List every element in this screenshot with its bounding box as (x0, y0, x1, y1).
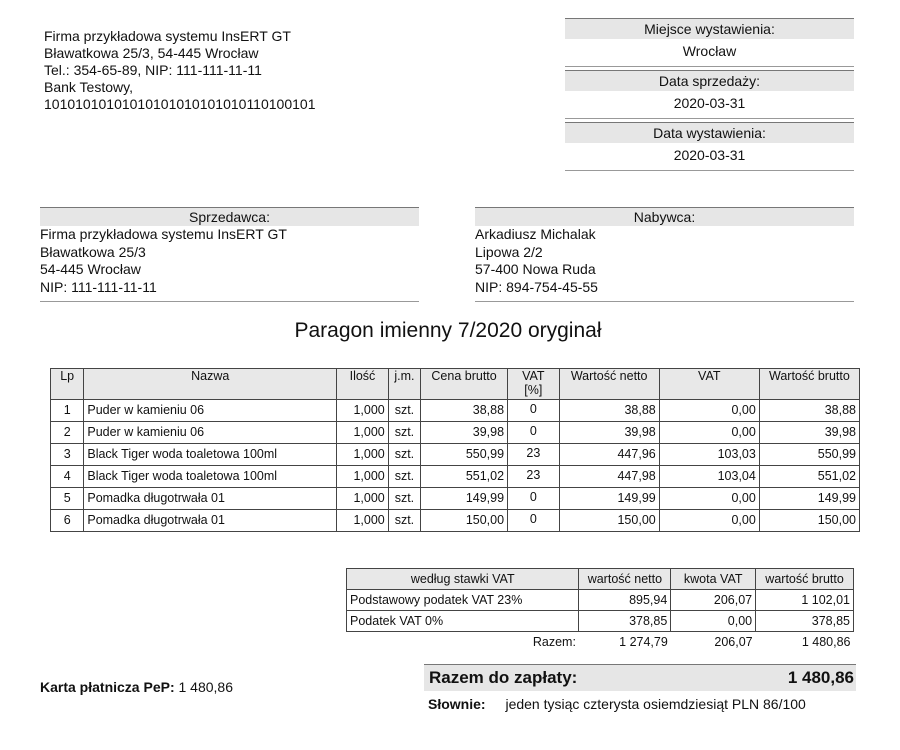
vat-col-gross: wartość brutto (756, 569, 854, 590)
row-qty: 1,000 (337, 444, 389, 466)
seller-city: 54-445 Wrocław (40, 261, 141, 277)
amount-due-label: Razem do zapłaty: (429, 668, 578, 687)
buyer-block (475, 207, 854, 302)
items-table (50, 368, 860, 532)
vat-row-rate: Podatek VAT 0% (347, 611, 579, 632)
card-payment-amount: 1 480,86 (178, 679, 233, 695)
table-row (347, 611, 854, 632)
row-lp: 1 (51, 400, 84, 422)
buyer-name: Arkadiusz Michalak (475, 226, 596, 242)
company-address: Bławatkowa 25/3, 54-445 Wrocław (44, 45, 259, 61)
company-name: Firma przykładowa systemu InsERT GT (44, 28, 291, 44)
seller-name: Firma przykładowa systemu InsERT GT (40, 226, 287, 242)
vat-summary-table (346, 568, 854, 652)
vat-row-net: 378,85 (579, 611, 671, 632)
items-header-row (51, 369, 860, 400)
row-lp: 5 (51, 488, 84, 510)
buyer-city: 57-400 Nowa Ruda (475, 261, 596, 277)
row-name: Black Tiger woda toaletowa 100ml (84, 466, 337, 488)
buyer-street: Lipowa 2/2 (475, 243, 543, 260)
vat-col-rate: według stawki VAT (347, 569, 579, 590)
row-gross: 150,00 (759, 510, 859, 532)
vat-row-vat: 0,00 (671, 611, 756, 632)
row-lp: 3 (51, 444, 84, 466)
row-price: 150,00 (421, 510, 508, 532)
seller-block (40, 207, 419, 302)
col-unit: j.m. (388, 369, 420, 400)
col-net-value: Wartość netto (559, 369, 659, 400)
table-row (51, 444, 860, 466)
issue-date-label: Data wystawienia: (565, 122, 854, 143)
row-name: Pomadka długotrwała 01 (84, 510, 337, 532)
row-name: Puder w kamieniu 06 (84, 400, 337, 422)
company-bank: Bank Testowy, (44, 79, 133, 95)
document-title: Paragon imienny 7/2020 oryginał (294, 319, 602, 342)
document-meta (565, 18, 854, 174)
card-payment (40, 679, 233, 695)
seller-nip: NIP: 111-111-11-11 (40, 278, 157, 295)
place-label: Miejsce wystawienia: (565, 18, 854, 39)
row-price: 551,02 (421, 466, 508, 488)
row-net: 38,88 (559, 400, 659, 422)
row-lp: 6 (51, 510, 84, 532)
table-row (51, 466, 860, 488)
vat-row-gross: 378,85 (756, 611, 854, 632)
row-qty: 1,000 (337, 422, 389, 444)
row-price: 149,99 (421, 488, 508, 510)
row-name: Pomadka długotrwała 01 (84, 488, 337, 510)
sale-date-label: Data sprzedaży: (565, 70, 854, 91)
buyer-nip: NIP: 894-754-45-55 (475, 278, 598, 295)
seller-street: Bławatkowa 25/3 (40, 243, 146, 260)
row-unit: szt. (388, 444, 420, 466)
col-lp: Lp (51, 369, 84, 400)
amount-due (424, 664, 856, 691)
row-vat: 103,04 (659, 466, 759, 488)
sale-date-value: 2020-03-31 (565, 91, 854, 119)
row-vat: 0,00 (659, 488, 759, 510)
row-lp: 2 (51, 422, 84, 444)
col-vat-rate-unit: [%] (524, 383, 543, 397)
vat-summary-body (347, 590, 854, 632)
row-gross: 38,88 (759, 400, 859, 422)
row-net: 149,99 (559, 488, 659, 510)
row-vat-rate: 0 (508, 422, 560, 444)
col-gross-value: Wartość brutto (759, 369, 859, 400)
col-vat-rate (508, 369, 560, 400)
amount-due-value: 1 480,86 (787, 668, 854, 687)
col-qty: Ilość (337, 369, 389, 400)
amount-in-words (428, 696, 806, 712)
company-contact: Tel.: 354-65-89, NIP: 111-111-11-11 (44, 62, 262, 78)
row-unit: szt. (388, 466, 420, 488)
row-unit: szt. (388, 422, 420, 444)
row-unit: szt. (388, 400, 420, 422)
table-row (51, 400, 860, 422)
vat-total-gross: 1 480,86 (801, 635, 851, 649)
table-row (347, 590, 854, 611)
company-account-number: 10101010101010101010101010110100101 (44, 96, 316, 112)
row-gross: 149,99 (759, 488, 859, 510)
row-net: 447,96 (559, 444, 659, 466)
card-payment-label: Karta płatnicza PeP: (40, 679, 175, 695)
table-row (51, 488, 860, 510)
vat-total-vat: 206,07 (714, 635, 753, 649)
vat-summary-header-row (347, 569, 854, 590)
row-lp: 4 (51, 466, 84, 488)
row-gross: 39,98 (759, 422, 859, 444)
row-price: 39,98 (421, 422, 508, 444)
row-vat-rate: 0 (508, 510, 560, 532)
row-gross: 550,99 (759, 444, 859, 466)
row-vat: 0,00 (659, 422, 759, 444)
vat-row-vat: 206,07 (671, 590, 756, 611)
table-row (51, 422, 860, 444)
row-vat-rate: 0 (508, 400, 560, 422)
row-gross: 551,02 (759, 466, 859, 488)
place-value: Wrocław (565, 39, 854, 67)
row-net: 447,98 (559, 466, 659, 488)
row-qty: 1,000 (337, 510, 389, 532)
row-vat: 103,03 (659, 444, 759, 466)
vat-row-rate: Podstawowy podatek VAT 23% (347, 590, 579, 611)
col-vat: VAT (659, 369, 759, 400)
amount-in-words-label: Słownie: (428, 696, 486, 712)
issue-date-value: 2020-03-31 (565, 143, 854, 171)
vat-total-label: Razem: (532, 635, 576, 649)
buyer-heading: Nabywca: (475, 207, 854, 226)
row-unit: szt. (388, 510, 420, 532)
table-row (51, 510, 860, 532)
row-vat: 0,00 (659, 400, 759, 422)
vat-summary-total-row (347, 632, 854, 653)
col-name: Nazwa (84, 369, 337, 400)
company-header (44, 28, 315, 113)
row-price: 550,99 (421, 444, 508, 466)
amount-in-words-text: jeden tysiąc czterysta osiemdziesiąt PLN 86/100 (505, 696, 806, 712)
vat-row-gross: 1 102,01 (756, 590, 854, 611)
seller-heading: Sprzedawca: (40, 207, 419, 226)
row-vat: 0,00 (659, 510, 759, 532)
row-net: 39,98 (559, 422, 659, 444)
row-qty: 1,000 (337, 488, 389, 510)
col-gross-price: Cena brutto (421, 369, 508, 400)
row-unit: szt. (388, 488, 420, 510)
vat-col-vat: kwota VAT (671, 569, 756, 590)
row-vat-rate: 23 (508, 444, 560, 466)
row-name: Black Tiger woda toaletowa 100ml (84, 444, 337, 466)
col-vat-rate-label: VAT (522, 369, 545, 383)
vat-row-net: 895,94 (579, 590, 671, 611)
row-vat-rate: 0 (508, 488, 560, 510)
vat-col-net: wartość netto (579, 569, 671, 590)
row-net: 150,00 (559, 510, 659, 532)
row-price: 38,88 (421, 400, 508, 422)
vat-total-net: 1 274,79 (619, 635, 668, 649)
row-name: Puder w kamieniu 06 (84, 422, 337, 444)
row-vat-rate: 23 (508, 466, 560, 488)
row-qty: 1,000 (337, 400, 389, 422)
row-qty: 1,000 (337, 466, 389, 488)
items-body (51, 400, 860, 532)
